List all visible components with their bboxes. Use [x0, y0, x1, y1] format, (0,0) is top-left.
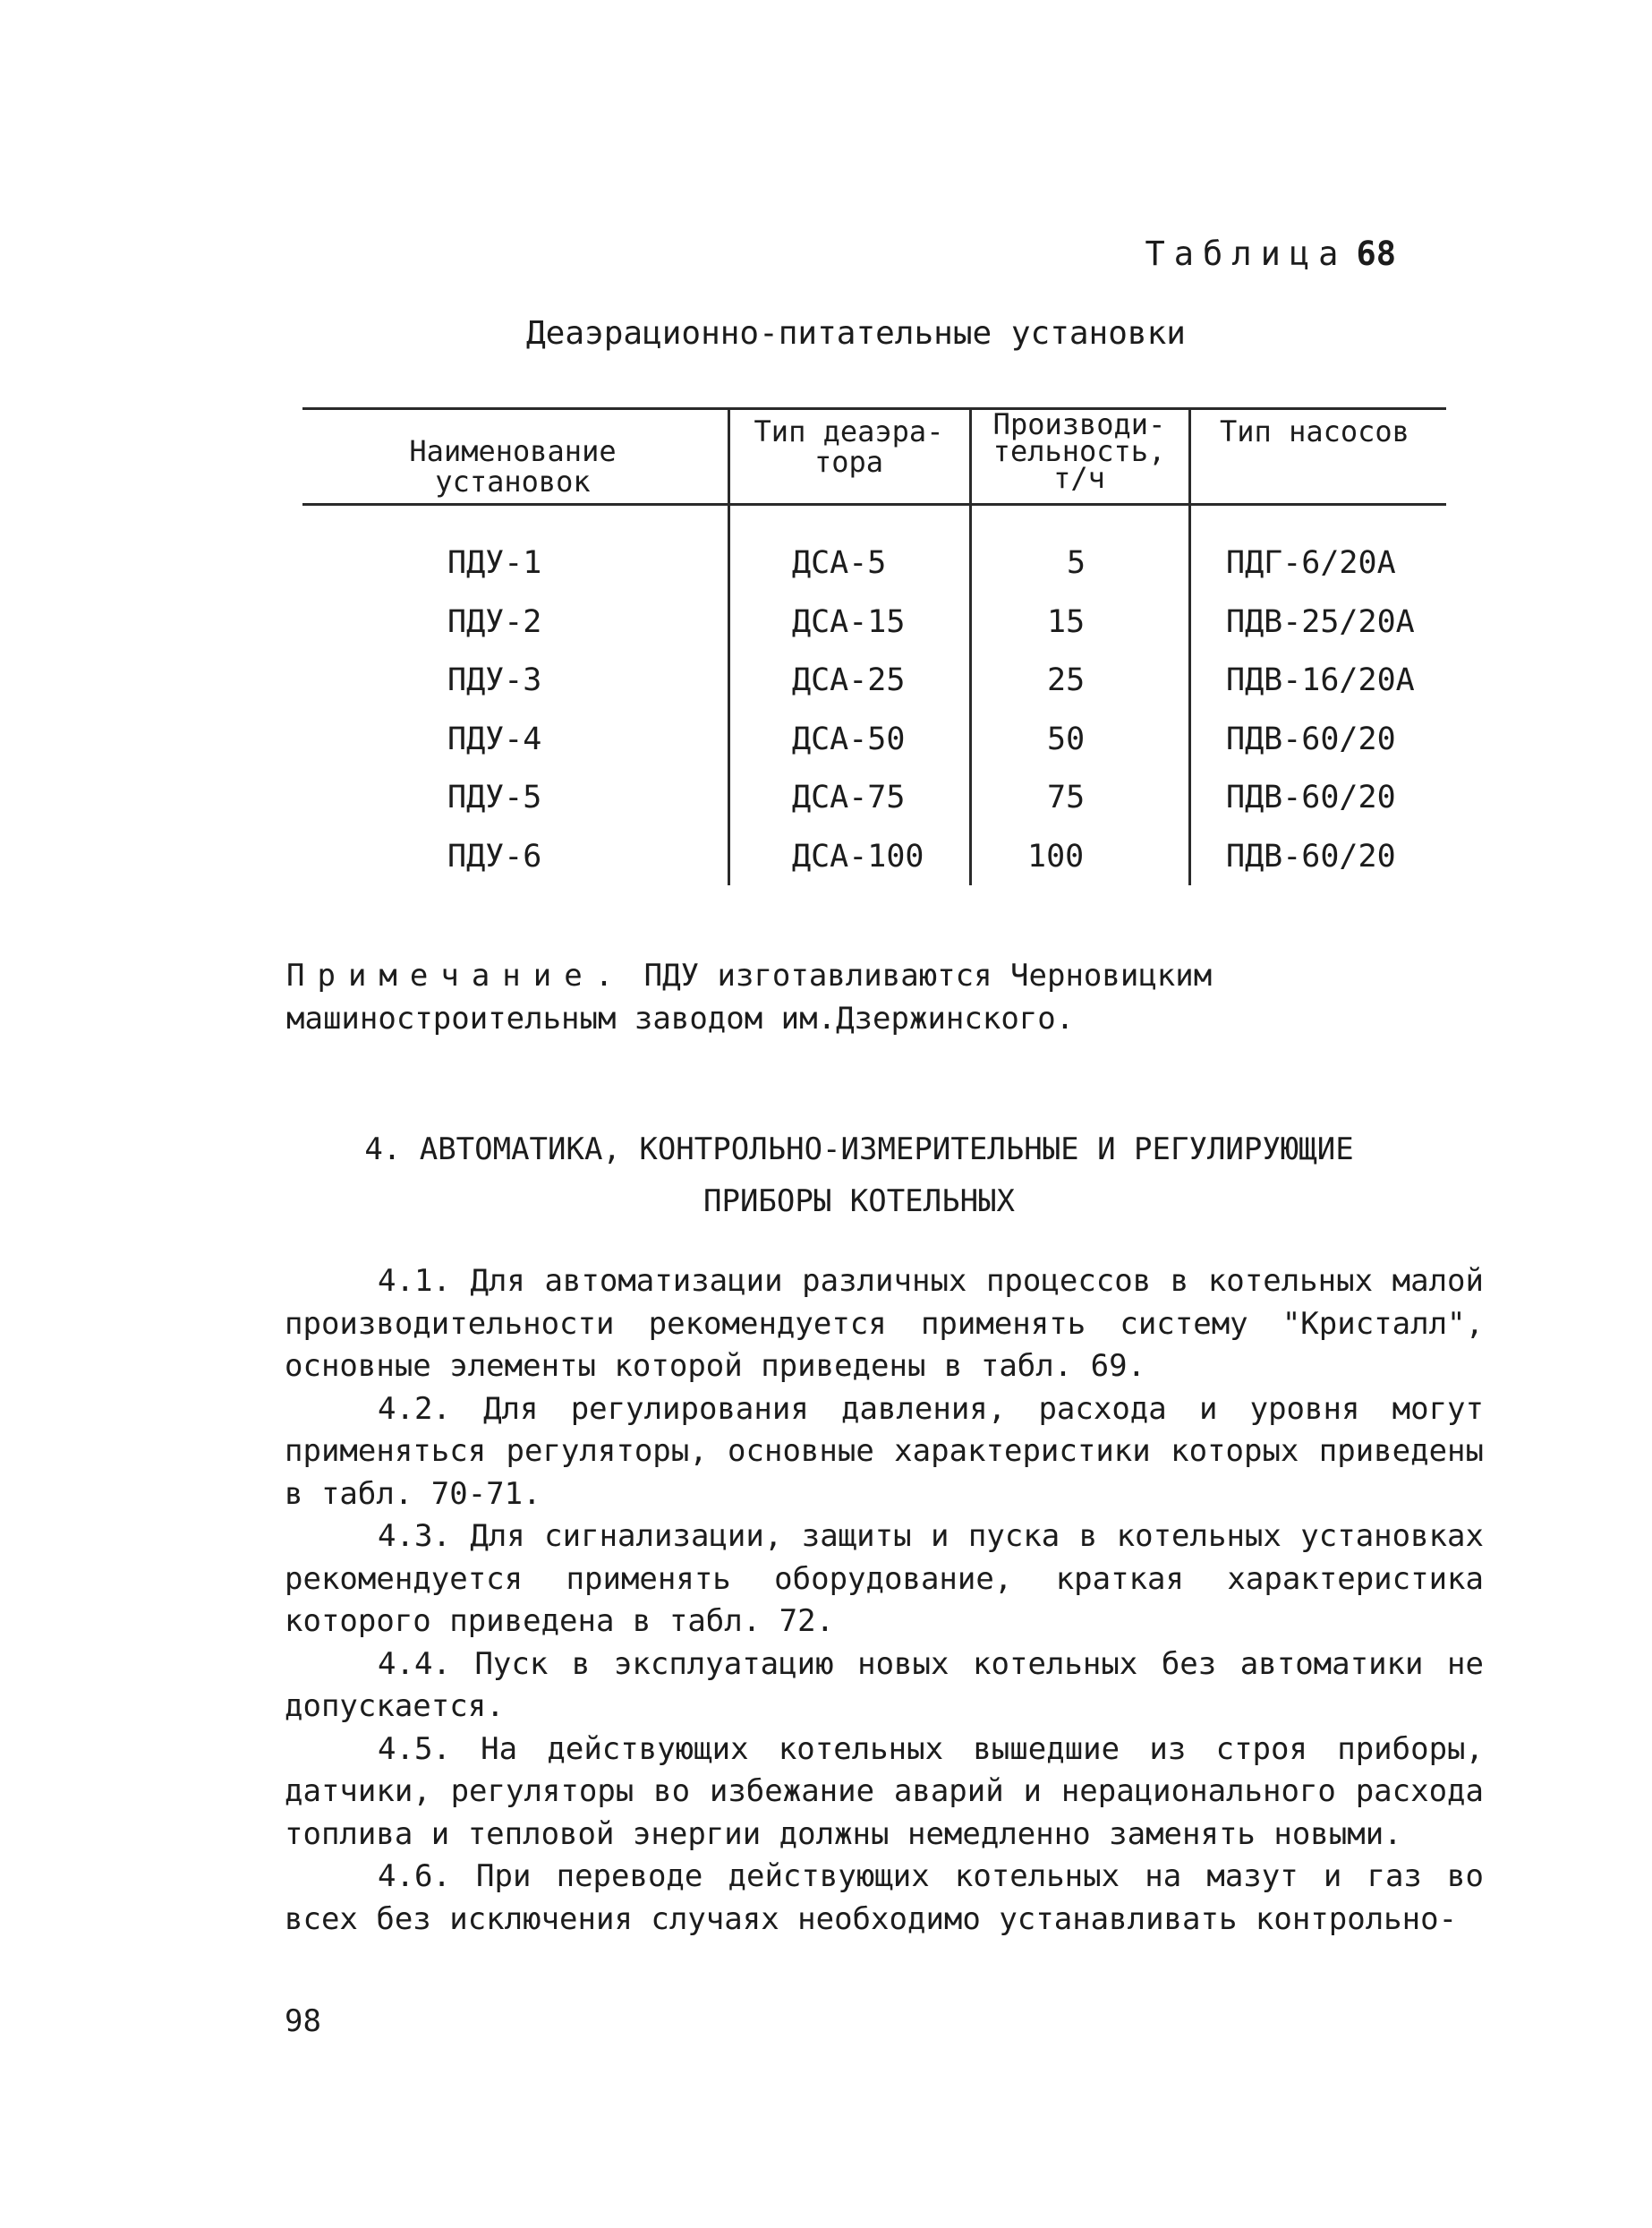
table-header-rule — [302, 503, 1446, 506]
table-column-divider — [728, 407, 730, 885]
table-header-cell: Тип насосов — [1220, 414, 1409, 448]
table-note — [286, 954, 1477, 1040]
table-cell: 100 — [1027, 839, 1085, 875]
table-cell: ДСА-5 — [792, 545, 887, 581]
table-cell: 25 — [1047, 662, 1086, 698]
table-header-cell: Наименование установок — [409, 434, 617, 499]
table-cell: ПДВ-60/20 — [1226, 839, 1396, 875]
table-cell: ПДВ-16/20А — [1226, 662, 1415, 698]
table-cell: ПДВ-60/20 — [1226, 780, 1396, 815]
paragraph: 4.1. Для автоматизации различных процессов в котельных малой производительности рекомендуется применять систему "Кристалл", основные элементы которой приведены в табл. 69. — [285, 1263, 1484, 1384]
section-heading-line: ПРИБОРЫ КОТЕЛЬНЫХ — [703, 1183, 1015, 1219]
paragraph: 4.6. При переводе действующих котельных на мазут и газ во всех без исключения случаях необходимо устанавливать контрольно- — [285, 1858, 1484, 1937]
table-cell: ДСА-100 — [792, 839, 924, 875]
deaerator-table — [302, 407, 1446, 889]
paragraph: 4.5. На действующих котельных вышедшие из строя приборы, датчики, регуляторы во избежание аварий и нерационального расхода топлива и тепловой энергии должны немедленно заменять новыми. — [285, 1730, 1484, 1852]
section-body — [285, 1260, 1484, 1941]
table-cell: ДСА-25 — [792, 662, 906, 698]
table-cell: ПДУ-1 — [447, 545, 542, 581]
table-cell: ПДУ-4 — [447, 721, 542, 757]
table-cell: 5 — [1067, 545, 1086, 581]
table-cell: ПДУ-3 — [447, 662, 542, 698]
table-cell: ПДУ-5 — [447, 780, 542, 815]
note-label: Примечание. — [286, 958, 626, 994]
table-caption — [1145, 235, 1397, 273]
table-cell: 50 — [1047, 721, 1086, 757]
table-cell: ПДУ-6 — [447, 839, 542, 875]
table-cell: ДСА-15 — [792, 604, 906, 640]
table-cell: ПДВ-25/20А — [1226, 604, 1415, 640]
table-cell: ПДУ-2 — [447, 604, 542, 640]
table-column-divider — [1188, 407, 1191, 885]
table-caption-word: Таблица — [1145, 235, 1348, 273]
table-header-cell: Производи- тельность, т/ч — [992, 407, 1166, 495]
table-cell: ДСА-75 — [792, 780, 906, 815]
section-heading — [268, 1123, 1450, 1227]
table-cell: 15 — [1047, 604, 1086, 640]
table-number: 68 — [1356, 235, 1396, 273]
section-heading-line: 4. АВТОМАТИКА, КОНТРОЛЬНО-ИЗМЕРИТЕЛЬНЫЕ И РЕГУЛИРУЮЩИЕ — [364, 1131, 1354, 1167]
paragraph: 4.3. Для сигнализации, защиты и пуска в котельных установках рекомендуется применять оборудование, краткая характеристика которого приведена в табл. 72. — [285, 1518, 1484, 1639]
paragraph: 4.4. Пуск в эксплуатацию новых котельных без автоматики не допускается. — [285, 1645, 1484, 1724]
paragraph: 4.2. Для регулирования давления, расхода и уровня могут применяться регуляторы, основные характеристики которых приведены в табл. 70-71. — [285, 1390, 1484, 1512]
note-text: ПДУ изготавливаются Черновицким машиностроительным заводом им.Дзержинского. — [286, 958, 1213, 1037]
table-cell: ПДГ-6/20А — [1226, 545, 1396, 581]
table-title: Деаэрационно-питательные установки — [526, 315, 1186, 352]
table-top-rule — [302, 407, 1446, 410]
table-cell: ПДВ-60/20 — [1226, 721, 1396, 757]
table-cell: 75 — [1047, 780, 1086, 815]
page-number: 98 — [285, 2003, 321, 2039]
table-header-cell: Тип деаэра- тора — [754, 414, 944, 479]
table-cell: ДСА-50 — [792, 721, 906, 757]
